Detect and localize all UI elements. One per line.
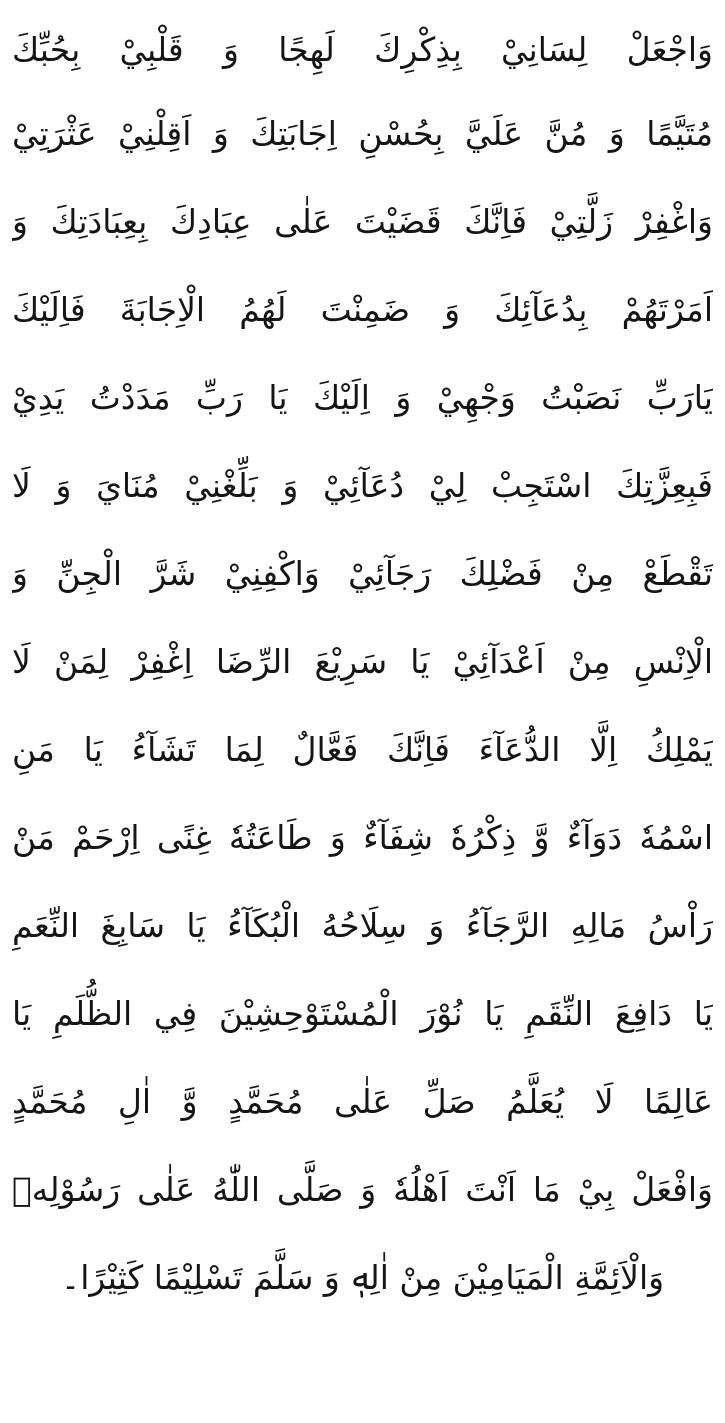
text-line [12, 178, 713, 266]
text-line [12, 794, 713, 882]
text-line-content: وَافْعَلْ بِيْ مَا اَنْتَ اَهْلُهٗ وَ صَلَّى اللّٰهُ عَلٰى رَسُوْلِهٖ [12, 1170, 713, 1209]
text-line [12, 618, 713, 706]
text-line [12, 354, 713, 442]
text-line-content: يَمْلِكُ اِلَّا الدُّعَآءَ فَاِنَّكَ فَعَّالٌ لِمَا تَشَآءُ يَا مَنِ [12, 730, 713, 769]
text-line-content: عَالِمًا لَا يُعَلَّمُ صَلِّ عَلٰى مُحَمَّدٍ وَّ اٰلِ مُحَمَّدٍ [12, 1082, 713, 1121]
text-line-content: مُتَيَّمًا وَ مُنَّ عَلَيَّ بِحُسْنِ اِجَابَتِكَ وَ اَقِلْنِيْ عَثْرَتِيْ [12, 114, 713, 153]
text-line [12, 1234, 713, 1322]
text-line-content: وَالْاَئِمَّةِ الْمَيَامِيْنَ مِنْ اٰلِهٖ وَ سَلَّمَ تَسْلِيْمًا كَثِيْرًا۔ [60, 1258, 665, 1297]
prayer-text-block [12, 0, 713, 1423]
text-line-content: اَمَرْتَهُمْ بِدُعَآئِكَ وَ ضَمِنْتَ لَهُمُ الْاِجَابَةَ فَاِلَيْكَ [12, 290, 713, 329]
text-line-content: يَا دَافِعَ النِّقَمِ يَا نُوْرَ الْمُسْتَوْحِشِيْنَ فِي الظُّلَمِ يَا [12, 994, 713, 1033]
text-line-content: وَاجْعَلْ لِسَانِيْ بِذِكْرِكَ لَهِجًا وَ قَلْبِيْ بِحُبِّكَ [12, 30, 713, 69]
text-line-content: اسْمُهٗ دَوَآءٌ وَّ ذِكْرُهٗ شِفَآءٌ وَ طَاعَتُهٗ غِنًى اِرْحَمْ مَنْ [12, 818, 713, 857]
text-line [12, 1146, 713, 1234]
text-line [12, 882, 713, 970]
text-line [12, 442, 713, 530]
text-line [12, 1058, 713, 1146]
text-line [12, 0, 713, 90]
text-line [12, 970, 713, 1058]
text-line-content: يَارَبِّ نَصَبْتُ وَجْهِيْ وَ اِلَيْكَ يَا رَبِّ مَدَدْتُ يَدِيْ [12, 378, 713, 417]
text-line [12, 266, 713, 354]
text-line-content: فَبِعِزَّتِكَ اسْتَجِبْ لِيْ دُعَآئِيْ وَ بَلِّغْنِيْ مُنَايَ وَ لَا [12, 466, 713, 505]
text-line-content: تَقْطَعْ مِنْ فَضْلِكَ رَجَآئِيْ وَاكْفِنِيْ شَرَّ الْجِنِّ وَ [12, 554, 713, 593]
text-line-content: وَاغْفِرْ زَلَّتِيْ فَاِنَّكَ قَضَيْتَ عَلٰى عِبَادِكَ بِعِبَادَتِكَ وَ [12, 202, 713, 241]
text-line-content: رَاْسُ مَالِهِ الرَّجَآءُ وَ سِلَاحُهُ الْبُكَآءُ يَا سَابِغَ النِّعَمِ [12, 906, 713, 945]
text-line [12, 530, 713, 618]
text-line [12, 90, 713, 178]
text-line [12, 706, 713, 794]
text-line-content: الْاِنْسِ مِنْ اَعْدَآئِيْ يَا سَرِيْعَ الرِّضَا اِغْفِرْ لِمَنْ لَا [12, 642, 713, 681]
